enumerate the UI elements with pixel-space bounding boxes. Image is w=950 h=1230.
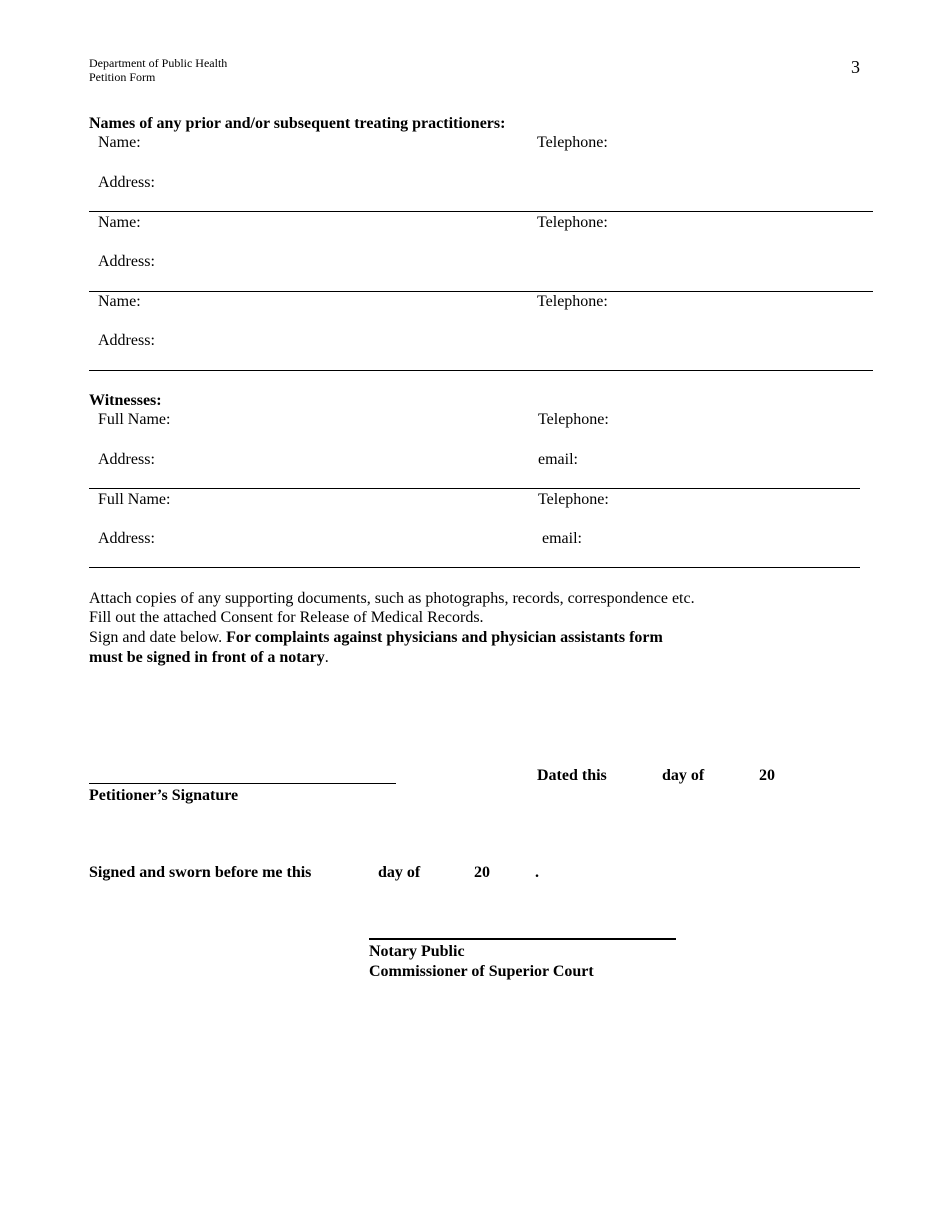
- divider: [89, 291, 873, 292]
- department-name: Department of Public Health: [89, 56, 228, 70]
- year-prefix: 20: [759, 767, 775, 784]
- notary-year-prefix: 20: [474, 864, 490, 881]
- practitioner-2-name-label: Name:: [98, 214, 141, 231]
- witness-2-name-label: Full Name:: [98, 491, 171, 508]
- petitioner-signature-line[interactable]: [89, 783, 396, 784]
- notary-signature-line[interactable]: [369, 938, 676, 940]
- day-of-label: day of: [662, 767, 705, 784]
- form-name: Petition Form: [89, 70, 156, 84]
- witness-1-telephone-label: Telephone:: [538, 411, 609, 428]
- sworn-before-text: Signed and sworn before me this: [89, 864, 312, 881]
- divider: [89, 211, 873, 212]
- practitioner-2-telephone-label: Telephone:: [537, 214, 608, 231]
- divider: [89, 567, 860, 568]
- practitioner-1-address-label: Address:: [98, 174, 155, 191]
- divider: [89, 370, 873, 371]
- notary-period: .: [535, 864, 539, 881]
- practitioner-3-address-label: Address:: [98, 332, 155, 349]
- instruction-period: .: [324, 649, 329, 666]
- witness-2-telephone-label: Telephone:: [538, 491, 609, 508]
- witnesses-heading: Witnesses:: [89, 392, 162, 409]
- instruction-attach-documents: Attach copies of any supporting documents, such as photographs, records, correspondence etc.: [89, 590, 695, 607]
- witness-1-address-label: Address:: [98, 451, 155, 468]
- page-number: 3: [851, 57, 860, 77]
- witness-2-email-label: email:: [542, 530, 582, 547]
- practitioner-3-telephone-label: Telephone:: [537, 293, 608, 310]
- notary-day-of-label: day of: [378, 864, 421, 881]
- divider: [89, 488, 860, 489]
- practitioner-3-name-label: Name:: [98, 293, 141, 310]
- witness-1-name-label: Full Name:: [98, 411, 171, 428]
- instruction-notary-warning-cont: must be signed in front of a notary: [89, 649, 325, 666]
- practitioner-1-telephone-label: Telephone:: [537, 134, 608, 151]
- practitioners-heading: Names of any prior and/or subsequent treating practitioners:: [89, 115, 506, 132]
- dated-this-label: Dated this: [537, 767, 607, 784]
- notary-public-label: Notary Public: [369, 943, 465, 960]
- instruction-consent-form: Fill out the attached Consent for Release of Medical Records.: [89, 609, 484, 626]
- petitioner-signature-label: Petitioner’s Signature: [89, 787, 239, 804]
- instruction-sign-date-plain: Sign and date below.: [89, 629, 227, 646]
- practitioner-1-name-label: Name:: [98, 134, 141, 151]
- instruction-notary-warning: For complaints against physicians and physician assistants form: [226, 629, 663, 646]
- witness-2-address-label: Address:: [98, 530, 155, 547]
- witness-1-email-label: email:: [538, 451, 578, 468]
- instruction-sign-date: [89, 628, 663, 647]
- instruction-notary-line: [89, 648, 329, 667]
- commissioner-label: Commissioner of Superior Court: [369, 963, 594, 980]
- practitioner-2-address-label: Address:: [98, 253, 155, 270]
